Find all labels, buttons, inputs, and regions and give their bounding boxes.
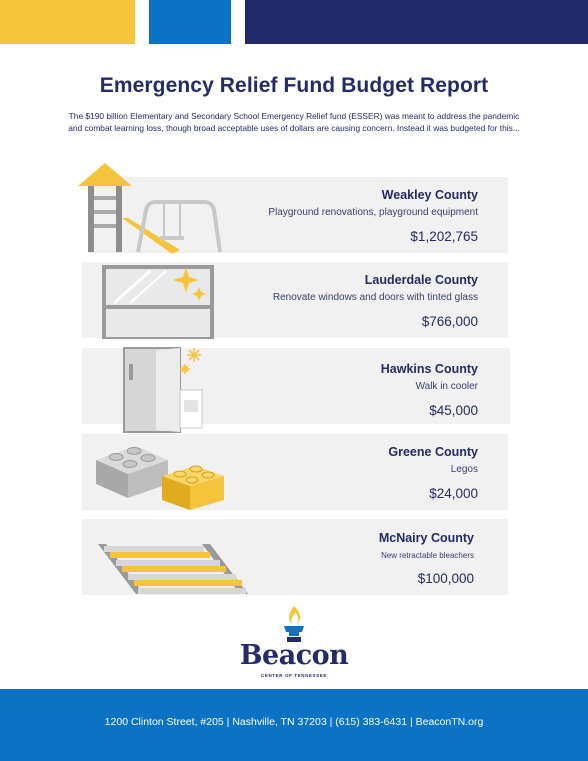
item-description: Renovate windows and doors with tinted glass (272, 292, 478, 303)
budget-text-greene (388, 445, 478, 501)
window-icon (100, 263, 216, 339)
item-description: New retractable bleachers (381, 551, 474, 560)
header-bar-blue (149, 0, 231, 44)
header-bar-yellow (0, 0, 135, 44)
cooler-icon (120, 342, 210, 434)
budget-text-lauderdale (273, 273, 478, 329)
county-name: Hawkins County (380, 362, 478, 376)
county-name: Greene County (388, 445, 478, 459)
beacon-logo (236, 604, 352, 684)
bleachers-icon (94, 540, 252, 598)
logo-wordmark: Beacon (239, 640, 349, 671)
item-description: Walk in cooler (415, 381, 478, 392)
item-amount: $766,000 (421, 314, 478, 329)
item-description: Playground renovations, playground equipment (268, 207, 478, 218)
page-subtitle: The $190 billion Elementary and Secondary School Emergency Relief fund (ESSER) was meant to address the pandemic and combat learning loss, though broad acceptable uses of dollars are causing concern. Instead it was budgeted for this... (68, 111, 520, 133)
header-bar-navy (245, 0, 588, 44)
lego-icon (92, 440, 230, 516)
footer-contact: 1200 Clinton Street, #205 | Nashville, TN 37203 | (615) 383-6431 | BeaconTN.org (104, 716, 484, 728)
county-name: Lauderdale County (364, 273, 478, 287)
item-amount: $100,000 (417, 571, 474, 586)
budget-text-hawkins (381, 362, 478, 418)
page-title: Emergency Relief Fund Budget Report (99, 74, 489, 97)
logo-tagline: CENTER OF TENNESSEE (261, 673, 327, 678)
footer (0, 689, 588, 761)
county-name: Weakley County (381, 188, 478, 202)
item-amount: $45,000 (429, 403, 478, 418)
item-amount: $1,202,765 (410, 229, 478, 244)
item-description: Legos (450, 464, 478, 475)
torch-icon (280, 604, 308, 644)
budget-text-weakley (268, 188, 478, 244)
county-name: McNairy County (378, 531, 474, 545)
item-amount: $24,000 (429, 486, 478, 501)
budget-text-mcnairy (379, 531, 474, 586)
playground-icon (76, 160, 222, 256)
